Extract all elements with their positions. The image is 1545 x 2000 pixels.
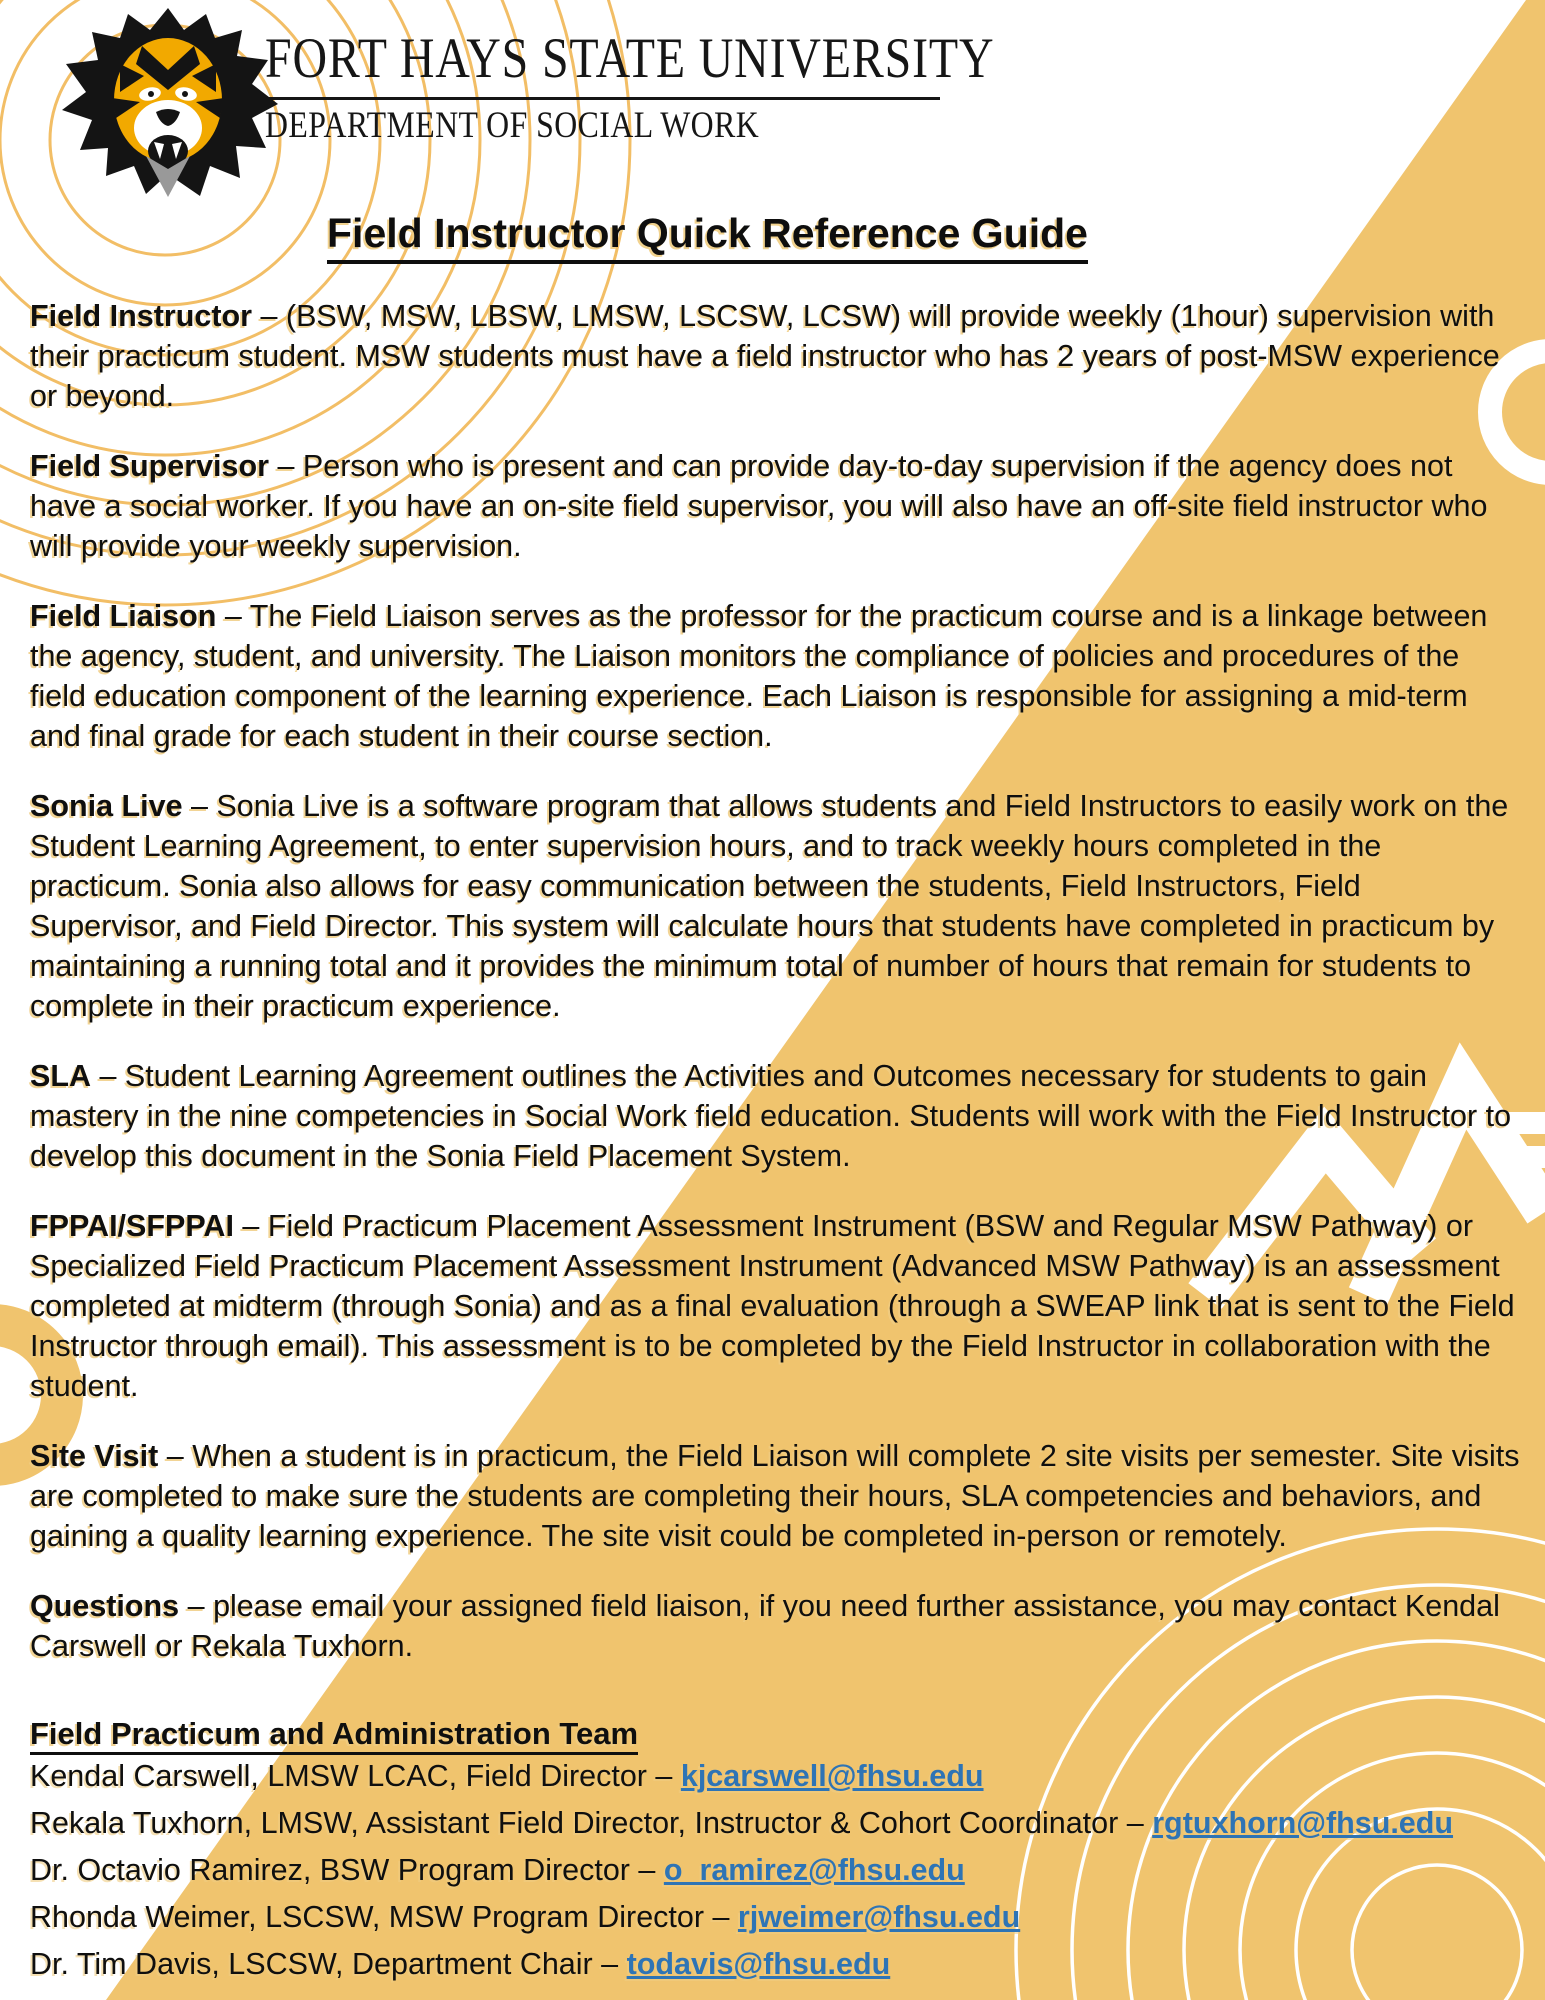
email-link-todavis[interactable]: todavis@fhsu.edu bbox=[626, 1947, 891, 1981]
header-divider bbox=[266, 97, 940, 100]
separator: – bbox=[158, 1439, 193, 1473]
tiger-pupil bbox=[148, 91, 154, 97]
term-field-instructor: Field Instructor bbox=[30, 299, 252, 333]
paragraph-field-liaison bbox=[30, 596, 1520, 756]
separator: – bbox=[182, 789, 217, 823]
term-field-liaison: Field Liaison bbox=[30, 599, 217, 633]
tiger-pupil bbox=[182, 91, 188, 97]
team-member-row bbox=[30, 1944, 1520, 1984]
tiger-mascot-logo-icon bbox=[50, 4, 285, 199]
paragraph-sla bbox=[30, 1056, 1520, 1176]
separator: – bbox=[91, 1059, 125, 1093]
paragraph-text: Sonia Live is a software program that allows students and Field Instructors to easily work on the Student Learning Agreement, to enter supervision hours, and to track weekly hours completed in the practicum. Sonia also allows for easy communication between the students, Field Instructors, Field Supervisor, and Field Director. This system will calculate hours that students have completed in practicum by maintaining a running total and it provides the minimum total of number of hours that remain for students to complete in their practicum experience. bbox=[30, 789, 1509, 1023]
member-text: Rhonda Weimer, LSCSW, MSW Program Director – bbox=[30, 1900, 738, 1934]
separator: – bbox=[179, 1589, 214, 1623]
team-heading-text: Field Practicum and Administration Team bbox=[30, 1716, 638, 1755]
team-member-row bbox=[30, 1897, 1520, 1937]
term-site-visit: Site Visit bbox=[30, 1439, 159, 1473]
paragraph-text: When a student is in practicum, the Field Liaison will complete 2 site visits per semester. Site visits are completed to make sure the students are completing their hours, SLA competencies and behaviors, and gaining a quality learning experience. The site visit could be completed in-person or remotely. bbox=[30, 1439, 1520, 1553]
paragraph-text: Field Practicum Placement Assessment Instrument (BSW and Regular MSW Pathway) or Specialized Field Practicum Placement Assessment Instrument (Advanced MSW Pathway) is an assessment completed at midterm (through Sonia) and as a final evaluation (through a SWEAP link that is sent to the Field Instructor through email). This assessment is to be completed by the Field Instructor in collaboration with the student. bbox=[30, 1209, 1515, 1403]
paragraph-text: Student Learning Agreement outlines the Activities and Outcomes necessary for students to gain mastery in the nine competencies in Social Work field education. Students will work with the Field Instructor to develop this document in the Sonia Field Placement System. bbox=[30, 1059, 1512, 1173]
paragraph-text: The Field Liaison serves as the professor for the practicum course and is a linkage between the agency, student, and university. The Liaison monitors the compliance of policies and procedures of the field education component of the learning experience. Each Liaison is responsible for assigning a mid-term and final grade for each student in their course section. bbox=[30, 599, 1488, 753]
email-link-kjcarswell[interactable]: kjcarswell@fhsu.edu bbox=[680, 1759, 984, 1793]
term-fppai: FPPAI/SFPPAI bbox=[30, 1209, 234, 1243]
separator: – bbox=[268, 449, 303, 483]
paragraph-text: (BSW, MSW, LBSW, LMSW, LSCSW, LCSW) will provide weekly (1hour) supervision with their practicum student. MSW students must have a field instructor who has 2 years of post-MSW experience or beyond. bbox=[30, 299, 1500, 413]
department-name: DEPARTMENT OF SOCIAL WORK bbox=[265, 105, 760, 146]
team-member-row bbox=[30, 1803, 1520, 1843]
paragraph-text: Person who is present and can provide day-to-day supervision if the agency does not have a social worker. If you have an on-site field supervisor, you will also have an off-site field instructor who will provide your weekly supervision. bbox=[30, 449, 1488, 563]
term-questions: Questions bbox=[30, 1589, 180, 1623]
email-link-rjweimer[interactable]: rjweimer@fhsu.edu bbox=[737, 1900, 1021, 1934]
member-text: Rekala Tuxhorn, LMSW, Assistant Field Director, Instructor & Cohort Coordinator – bbox=[30, 1806, 1153, 1840]
paragraph-text: please email your assigned field liaison, if you need further assistance, you may contact Kendal Carswell or Rekala Tuxhorn. bbox=[30, 1589, 1500, 1663]
paragraph-fppai bbox=[30, 1206, 1520, 1406]
separator: – bbox=[216, 599, 250, 633]
email-link-rgtuxhorn[interactable]: rgtuxhorn@fhsu.edu bbox=[1152, 1806, 1454, 1840]
paragraph-questions bbox=[30, 1586, 1520, 1666]
separator: – bbox=[233, 1209, 268, 1243]
term-sla: SLA bbox=[30, 1059, 91, 1093]
team-member-row bbox=[30, 1756, 1520, 1796]
page-title: Field Instructor Quick Reference Guide bbox=[327, 210, 1088, 264]
team-member-row bbox=[30, 1850, 1520, 1890]
paragraph-field-instructor bbox=[30, 296, 1520, 416]
term-field-supervisor: Field Supervisor bbox=[30, 449, 269, 483]
paragraph-site-visit bbox=[30, 1436, 1520, 1556]
separator: – bbox=[252, 299, 286, 333]
team-heading bbox=[30, 1711, 1520, 1756]
paragraph-sonia-live bbox=[30, 786, 1520, 1026]
term-sonia-live: Sonia Live bbox=[30, 789, 183, 823]
member-text: Kendal Carswell, LMSW LCAC, Field Director – bbox=[30, 1759, 681, 1793]
university-name: FORT HAYS STATE UNIVERSITY bbox=[265, 27, 995, 90]
paragraph-field-supervisor bbox=[30, 446, 1520, 566]
member-text: Dr. Tim Davis, LSCSW, Department Chair – bbox=[30, 1947, 627, 1981]
email-link-oramirez[interactable]: o_ramirez@fhsu.edu bbox=[663, 1853, 965, 1887]
title-row bbox=[0, 210, 1545, 264]
member-text: Dr. Octavio Ramirez, BSW Program Director – bbox=[30, 1853, 664, 1887]
document-body bbox=[30, 296, 1520, 1991]
